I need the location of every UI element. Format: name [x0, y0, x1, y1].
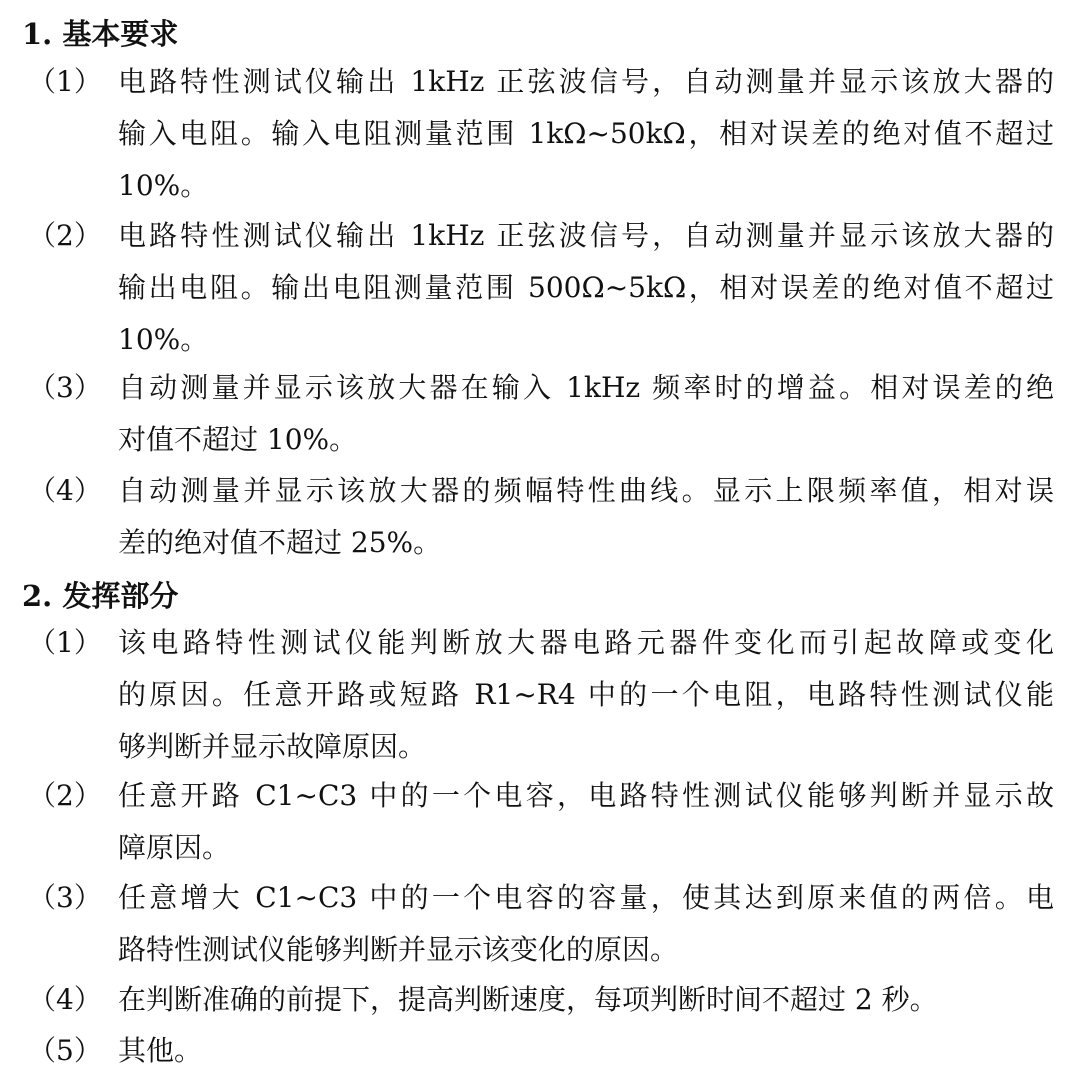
- text-line: 10%。: [118, 323, 209, 356]
- text-line: 任意开路 C1~C3 中的一个电容，电路特性测试仪能够判断并显示故: [118, 779, 1054, 812]
- text-line: 电路特性测试仪输出 1kHz 正弦波信号，自动测量并显示该放大器的: [118, 65, 1054, 98]
- item-number: （1）: [28, 65, 102, 98]
- text-line: 自动测量并显示该放大器的频幅特性曲线。显示上限频率值，相对误: [118, 474, 1054, 507]
- text-line: 其他。: [118, 1034, 203, 1067]
- text-line: 该电路特性测试仪能判断放大器电路元器件变化而引起故障或变化: [118, 626, 1054, 659]
- text-line: 在判断准确的前提下，提高判断速度，每项判断时间不超过 2 秒。: [118, 983, 938, 1016]
- item-text: [118, 56, 1054, 212]
- text-line: 够判断并显示故障原因。: [118, 730, 427, 763]
- text-line: 任意增大 C1~C3 中的一个电容的容量，使其达到原来值的两倍。电: [118, 881, 1054, 914]
- item-number: （2）: [28, 779, 102, 812]
- section-heading-basic: 1. 基本要求: [22, 17, 179, 51]
- text-line: 差的绝对值不超过 25%。: [118, 526, 442, 559]
- item-number: （3）: [28, 371, 102, 404]
- item-number: （5）: [28, 1034, 102, 1067]
- item-text: [118, 974, 1054, 1026]
- item-text: [118, 770, 1054, 874]
- text-line: 路特性测试仪能够判断并显示该变化的原因。: [118, 933, 679, 966]
- item-number: （1）: [28, 626, 102, 659]
- item-text: [118, 1025, 1054, 1077]
- item-number: （2）: [28, 219, 102, 252]
- text-line: 的原因。任意开路或短路 R1~R4 中的一个电阻，电路特性测试仪能: [118, 678, 1054, 711]
- text-line: 自动测量并显示该放大器在输入 1kHz 频率时的增益。相对误差的绝: [118, 371, 1054, 404]
- text-line: 电路特性测试仪输出 1kHz 正弦波信号，自动测量并显示该放大器的: [118, 219, 1054, 252]
- item-number: （4）: [28, 983, 102, 1016]
- text-line: 对值不超过 10%。: [118, 423, 358, 456]
- section-heading-extended: 2. 发挥部分: [22, 579, 179, 613]
- item-number: （4）: [28, 474, 102, 507]
- item-text: [118, 465, 1054, 569]
- text-line: 输入电阻。输入电阻测量范围 1kΩ~50kΩ，相对误差的绝对值不超过: [118, 117, 1054, 150]
- item-text: [118, 210, 1054, 366]
- item-text: [118, 362, 1054, 466]
- item-text: [118, 617, 1054, 773]
- text-line: 输出电阻。输出电阻测量范围 500Ω~5kΩ，相对误差的绝对值不超过: [118, 271, 1054, 304]
- text-line: 10%。: [118, 169, 209, 202]
- item-text: [118, 872, 1054, 976]
- text-line: 障原因。: [118, 831, 231, 864]
- item-number: （3）: [28, 881, 102, 914]
